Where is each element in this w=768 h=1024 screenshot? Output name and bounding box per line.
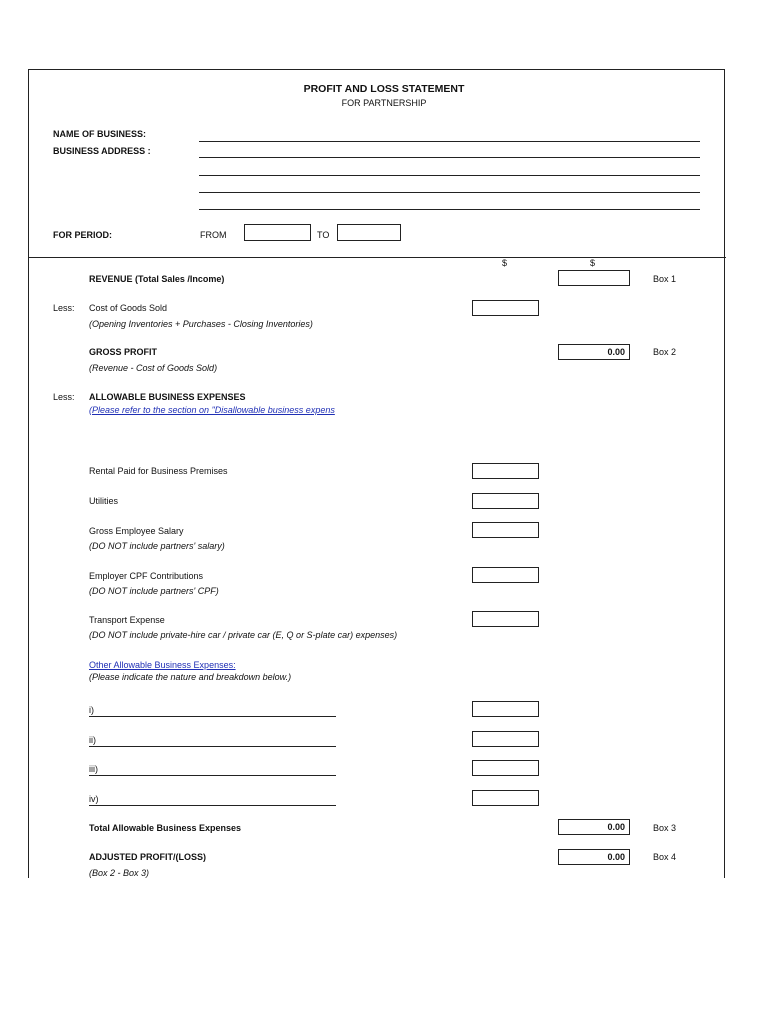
other-item-description-field[interactable] — [89, 716, 336, 717]
column-header-1: $ — [502, 258, 508, 268]
utilities-input[interactable] — [472, 493, 539, 509]
other-expenses-note: (Please indicate the nature and breakdown below.) — [89, 672, 292, 682]
other-item-label: iv) — [89, 794, 99, 804]
other-item-description-field[interactable] — [89, 746, 336, 747]
business-address-field-1[interactable] — [199, 157, 700, 158]
cpf-note: (DO NOT include partners' CPF) — [89, 586, 219, 596]
revenue-input[interactable] — [558, 270, 630, 286]
cogs-note: (Opening Inventories + Purchases - Closing Inventories) — [89, 319, 313, 329]
rental-input[interactable] — [472, 463, 539, 479]
other-item-input[interactable] — [472, 790, 539, 806]
period-from-input[interactable] — [244, 224, 311, 241]
gross-profit-note: (Revenue - Cost of Goods Sold) — [89, 363, 218, 373]
disallowable-expenses-link[interactable]: (Please refer to the section on "Disallowable business expens — [89, 405, 335, 415]
business-name-field[interactable] — [199, 141, 700, 142]
period-to-label: TO — [317, 230, 330, 240]
allowable-less-label: Less: — [53, 392, 75, 402]
revenue-label: REVENUE (Total Sales /Income) — [89, 274, 225, 284]
adjusted-profit-value[interactable]: 0.00 — [558, 849, 630, 865]
cpf-label: Employer CPF Contributions — [89, 571, 204, 581]
salary-label: Gross Employee Salary — [89, 526, 184, 536]
adjusted-profit-note: (Box 2 - Box 3) — [89, 868, 150, 878]
page-subtitle: FOR PARTNERSHIP — [341, 98, 427, 108]
period-from-label: FROM — [200, 230, 227, 240]
period-to-input[interactable] — [337, 224, 401, 241]
utilities-label: Utilities — [89, 496, 119, 506]
salary-input[interactable] — [472, 522, 539, 538]
box-4-label: Box 4 — [653, 852, 677, 862]
adjusted-profit-label: ADJUSTED PROFIT/(LOSS) — [89, 852, 207, 862]
gross-profit-label: GROSS PROFIT — [89, 347, 158, 357]
salary-note: (DO NOT include partners' salary) — [89, 541, 225, 551]
other-item-label: iii) — [89, 764, 98, 774]
business-address-field-3[interactable] — [199, 192, 700, 193]
box-3-label: Box 3 — [653, 823, 677, 833]
cogs-label: Cost of Goods Sold — [89, 303, 168, 313]
other-item-label: i) — [89, 705, 94, 715]
transport-note: (DO NOT include private-hire car / private car (E, Q or S-plate car) expenses) — [89, 630, 398, 640]
allowable-expenses-heading: ALLOWABLE BUSINESS EXPENSES — [89, 392, 246, 402]
box-1-label: Box 1 — [653, 274, 677, 284]
other-item-input[interactable] — [472, 760, 539, 776]
total-expenses-value[interactable]: 0.00 — [558, 819, 630, 835]
other-item-description-field[interactable] — [89, 775, 336, 776]
transport-input[interactable] — [472, 611, 539, 627]
other-item-description-field[interactable] — [89, 805, 336, 806]
other-item-input[interactable] — [472, 731, 539, 747]
gross-profit-value[interactable]: 0.00 — [558, 344, 630, 360]
total-expenses-label: Total Allowable Business Expenses — [89, 823, 242, 833]
cogs-less-label: Less: — [53, 303, 75, 313]
other-item-input[interactable] — [472, 701, 539, 717]
period-label: FOR PERIOD: — [53, 230, 113, 240]
other-item-label: ii) — [89, 735, 96, 745]
page-title: PROFIT AND LOSS STATEMENT — [303, 83, 465, 95]
column-header-2: $ — [590, 258, 596, 268]
business-name-label: NAME OF BUSINESS: — [53, 129, 147, 139]
cogs-input[interactable] — [472, 300, 539, 316]
cpf-input[interactable] — [472, 567, 539, 583]
transport-label: Transport Expense — [89, 615, 165, 625]
rental-label: Rental Paid for Business Premises — [89, 466, 228, 476]
business-address-label: BUSINESS ADDRESS : — [53, 146, 151, 156]
section-divider — [28, 257, 726, 258]
business-address-field-2[interactable] — [199, 175, 700, 176]
business-address-field-4[interactable] — [199, 209, 700, 210]
box-2-label: Box 2 — [653, 347, 677, 357]
other-expenses-link[interactable]: Other Allowable Business Expenses: — [89, 660, 236, 670]
